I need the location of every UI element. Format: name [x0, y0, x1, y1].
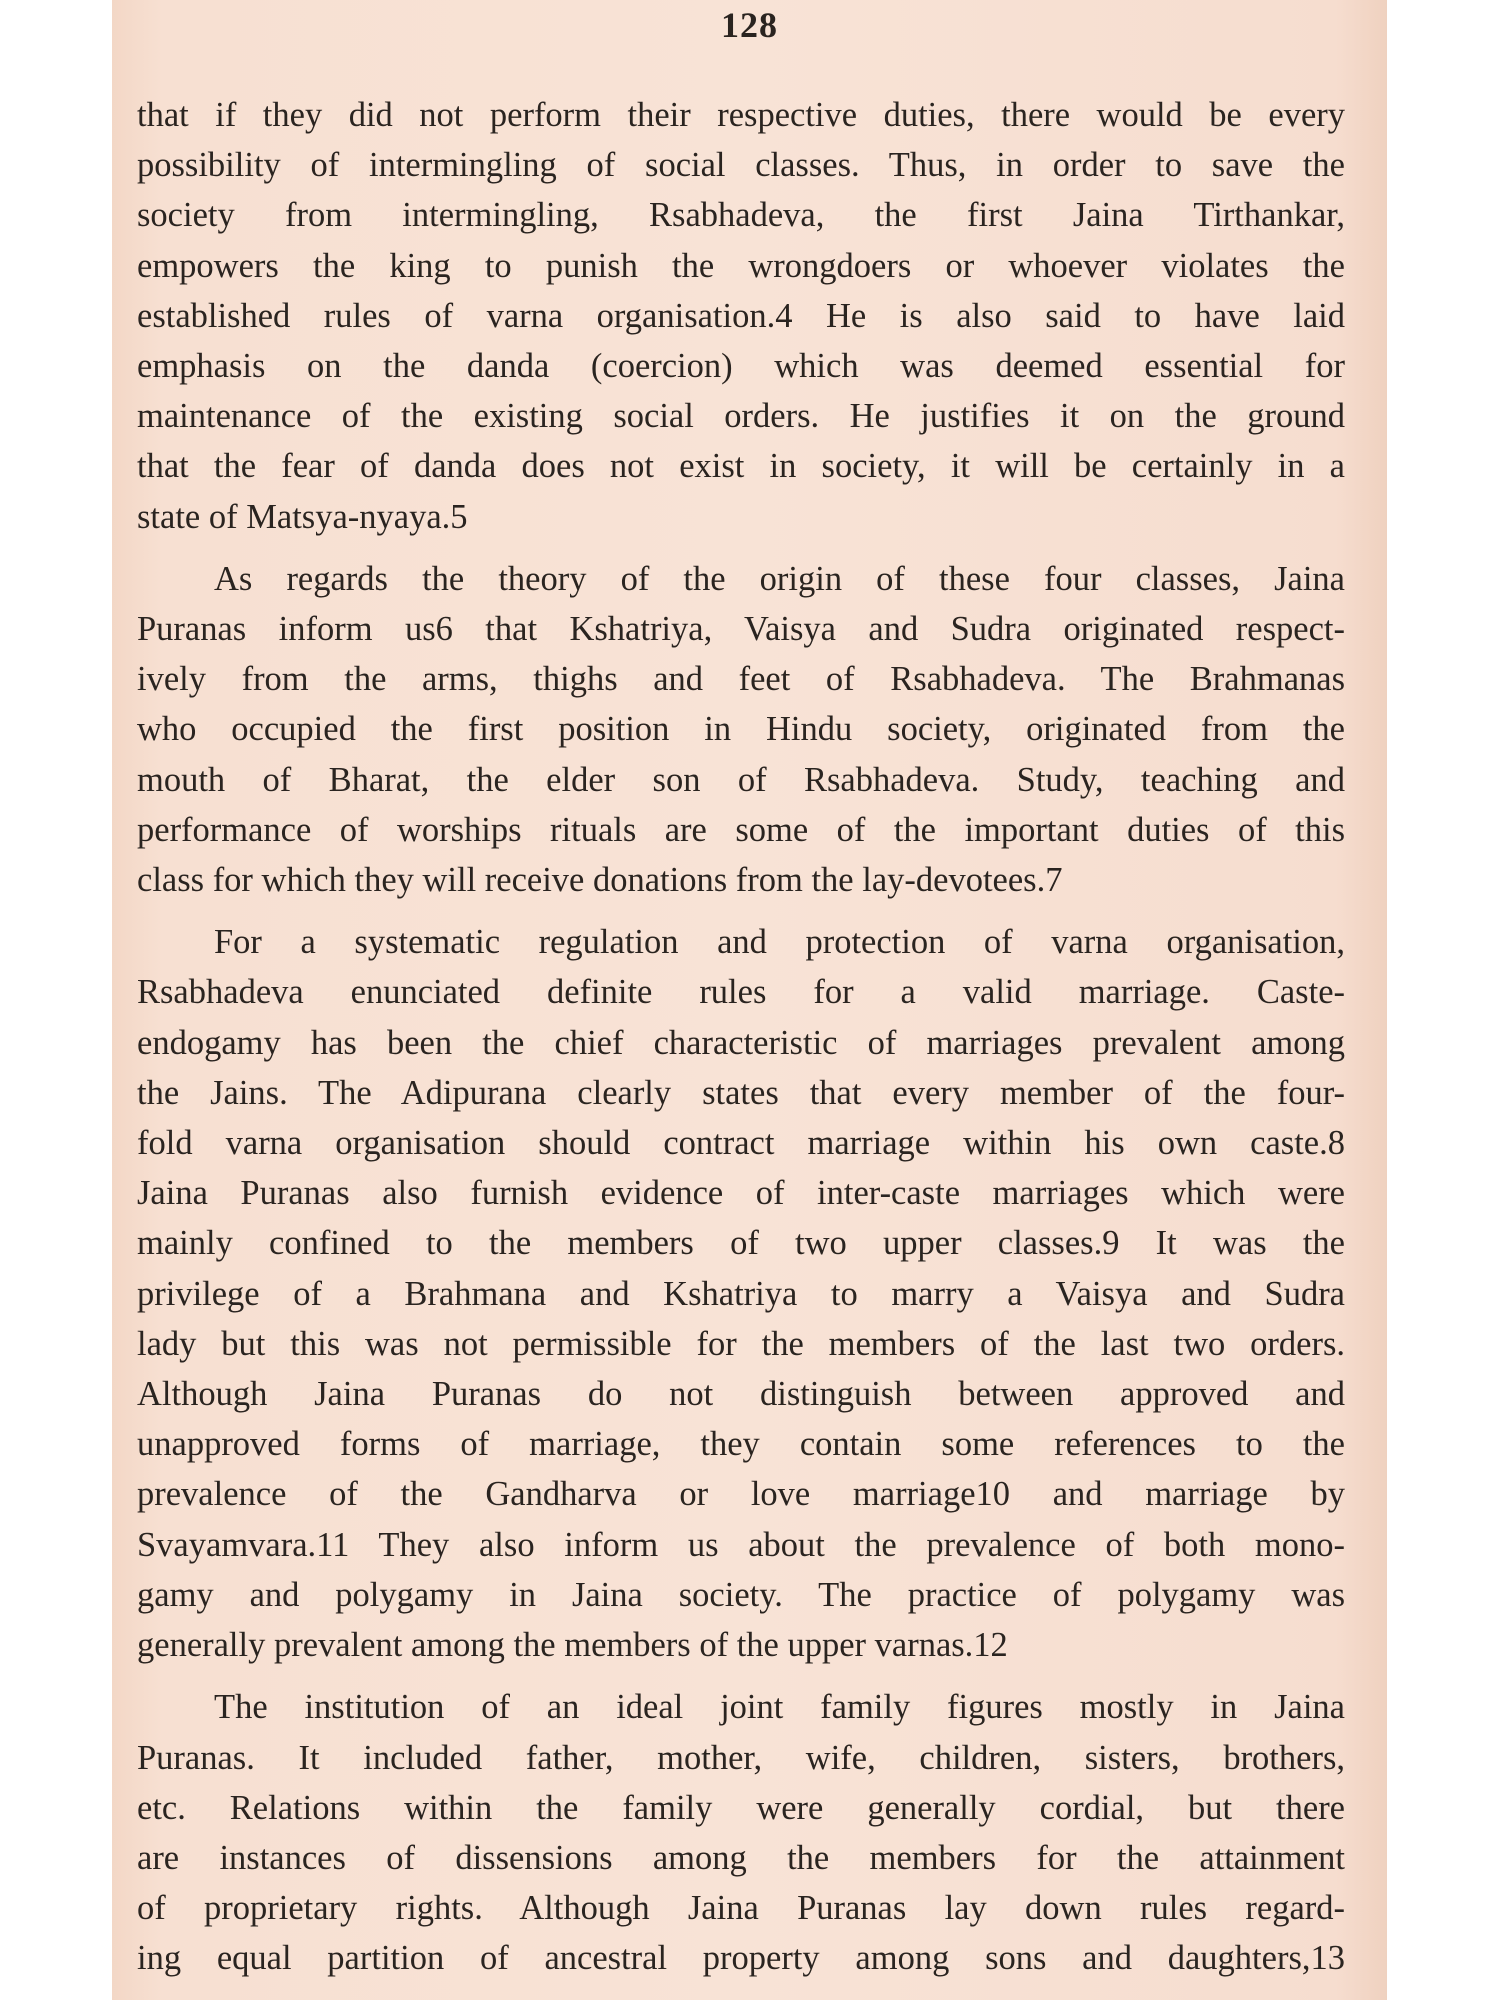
- text-line: privilege of a Brahmana and Kshatriya to marry a Vaisya and Sudra: [137, 1274, 1345, 1313]
- text-line: class for which they will receive donations from the lay-devotees.7: [137, 861, 1063, 900]
- paragraph-1: [137, 90, 1345, 542]
- text-line: who occupied the first position in Hindu society, originated from the: [137, 710, 1345, 749]
- text-line: etc. Relations within the family were generally cordial, but there: [137, 1788, 1345, 1827]
- page-number: 128: [721, 5, 778, 45]
- text-line: empowers the king to punish the wrongdoers or whoever violates the: [137, 246, 1345, 285]
- paragraph-4: [137, 1682, 1345, 1983]
- text-line: The institution of an ideal joint family figures mostly in Jaina: [214, 1688, 1345, 1727]
- text-line: gamy and polygamy in Jaina society. The practice of polygamy was: [137, 1575, 1345, 1614]
- text-line: fold varna organisation should contract marriage within his own caste.8: [137, 1124, 1345, 1163]
- text-line: lady but this was not permissible for the members of the last two orders.: [137, 1324, 1345, 1363]
- text-line: Puranas inform us6 that Kshatriya, Vaisya and Sudra originated respect-: [137, 610, 1345, 649]
- paragraph-2: [137, 554, 1345, 905]
- text-line: performance of worships rituals are some of the important duties of this: [137, 810, 1345, 849]
- text-line: As regards the theory of the origin of these four classes, Jaina: [214, 559, 1345, 598]
- text-line: Puranas. It included father, mother, wife, children, sisters, brothers,: [137, 1738, 1345, 1777]
- text-line: mainly confined to the members of two upper classes.9 It was the: [137, 1224, 1345, 1263]
- text-line: generally prevalent among the members of the upper varnas.12: [137, 1626, 1008, 1665]
- text-line: prevalence of the Gandharva or love marriage10 and marriage by: [137, 1475, 1345, 1514]
- text-line: state of Matsya-nyaya.5: [137, 497, 468, 536]
- text-line: Although Jaina Puranas do not distinguish between approved and: [137, 1375, 1345, 1414]
- text-line: emphasis on the danda (coercion) which was deemed essential for: [137, 347, 1345, 386]
- text-line: Rsabhadeva enunciated definite rules for a valid marriage. Caste-: [137, 973, 1345, 1012]
- text-line: unapproved forms of marriage, they contain some references to the: [137, 1425, 1345, 1464]
- text-line: that the fear of danda does not exist in society, it will be certainly in a: [137, 447, 1345, 486]
- text-line: established rules of varna organisation.4 He is also said to have laid: [137, 296, 1345, 335]
- text-line: endogamy has been the chief characteristic of marriages prevalent among: [137, 1023, 1345, 1062]
- book-page: [112, 0, 1387, 2000]
- text-line: of proprietary rights. Although Jaina Puranas lay down rules regard-: [137, 1889, 1345, 1928]
- text-line: ing equal partition of ancestral property among sons and daughters,13: [137, 1939, 1345, 1978]
- text-line: maintenance of the existing social orders. He justifies it on the ground: [137, 397, 1345, 436]
- paragraph-3: [137, 917, 1345, 1670]
- text-line: Svayamvara.11 They also inform us about the prevalence of both mono-: [137, 1525, 1345, 1564]
- text-line: For a systematic regulation and protection of varna organisation,: [214, 923, 1345, 962]
- text-line: the Jains. The Adipurana clearly states that every member of the four-: [137, 1073, 1345, 1112]
- text-line: mouth of Bharat, the elder son of Rsabhadeva. Study, teaching and: [137, 760, 1345, 799]
- text-line: ively from the arms, thighs and feet of Rsabhadeva. The Brahmanas: [137, 660, 1345, 699]
- text-line: that if they did not perform their respective duties, there would be every: [137, 96, 1345, 134]
- text-line: society from intermingling, Rsabhadeva, the first Jaina Tirthankar,: [137, 196, 1345, 235]
- text-line: Jaina Puranas also furnish evidence of inter-caste marriages which were: [137, 1174, 1345, 1213]
- text-line: are instances of dissensions among the members for the attainment: [137, 1838, 1345, 1877]
- text-line: possibility of intermingling of social classes. Thus, in order to save the: [137, 146, 1345, 185]
